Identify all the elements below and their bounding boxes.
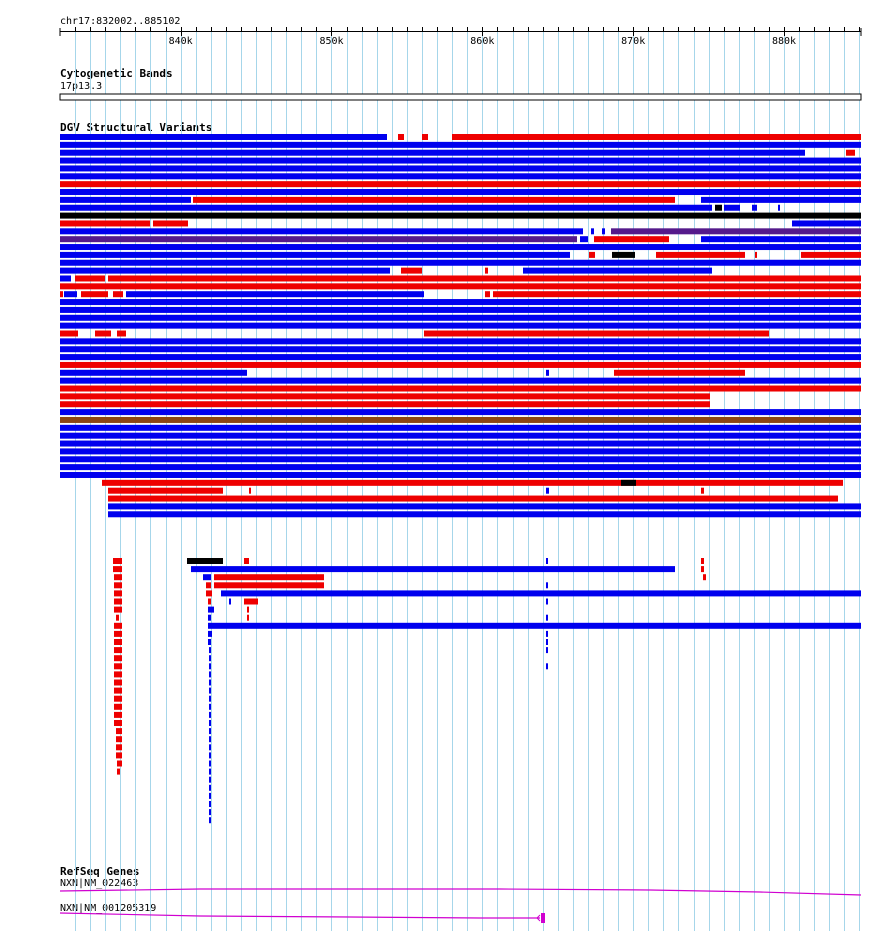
sv-feature[interactable]: [401, 268, 422, 274]
sv-feature[interactable]: [209, 769, 211, 775]
sv-feature[interactable]: [60, 386, 861, 392]
sv-feature[interactable]: [229, 599, 231, 605]
cytoband-bar: [60, 94, 861, 100]
sv-feature[interactable]: [546, 647, 548, 653]
sv-feature[interactable]: [116, 752, 122, 758]
sv-feature[interactable]: [546, 615, 548, 621]
sv-feature[interactable]: [452, 134, 861, 140]
sv-feature[interactable]: [656, 252, 745, 258]
sv-feature[interactable]: [60, 323, 861, 329]
sv-feature[interactable]: [113, 291, 123, 297]
sv-feature[interactable]: [580, 236, 588, 242]
sv-feature[interactable]: [60, 205, 712, 211]
sv-feature[interactable]: [209, 720, 211, 726]
sv-feature[interactable]: [398, 134, 404, 140]
sv-feature[interactable]: [209, 761, 211, 767]
sv-feature[interactable]: [846, 150, 855, 156]
dgv-track-title[interactable]: DGV Structural Variants: [60, 121, 213, 134]
sv-feature[interactable]: [60, 228, 583, 234]
sv-feature[interactable]: [209, 728, 211, 734]
sv-feature[interactable]: [209, 744, 211, 750]
sv-feature[interactable]: [60, 173, 861, 179]
sv-feature[interactable]: [114, 590, 122, 596]
sv-feature[interactable]: [60, 275, 71, 281]
sv-feature[interactable]: [60, 362, 861, 368]
sv-feature[interactable]: [612, 252, 635, 258]
sv-feature[interactable]: [214, 582, 324, 588]
sv-feature[interactable]: [792, 220, 861, 226]
sv-feature[interactable]: [117, 761, 122, 767]
sv-feature[interactable]: [209, 688, 211, 694]
sv-feature[interactable]: [60, 441, 861, 447]
sv-feature[interactable]: [126, 291, 424, 297]
sv-feature[interactable]: [60, 417, 861, 423]
sv-feature[interactable]: [60, 260, 861, 266]
sv-feature[interactable]: [60, 393, 710, 399]
sv-feature[interactable]: [60, 433, 861, 439]
sv-feature[interactable]: [208, 623, 861, 629]
sv-feature[interactable]: [108, 496, 838, 502]
sv-feature[interactable]: [60, 456, 861, 462]
sv-feature[interactable]: [614, 370, 745, 376]
sv-feature[interactable]: [114, 671, 122, 677]
sv-feature[interactable]: [60, 425, 861, 431]
sv-feature[interactable]: [60, 464, 861, 470]
sv-feature[interactable]: [60, 307, 861, 313]
sv-feature[interactable]: [113, 558, 122, 564]
sv-feature[interactable]: [724, 205, 740, 211]
refseq-track-title[interactable]: RefSeq Genes: [60, 865, 140, 878]
sv-feature[interactable]: [60, 252, 570, 258]
sv-feature[interactable]: [187, 558, 223, 564]
sv-feature[interactable]: [591, 228, 594, 234]
sv-feature[interactable]: [422, 134, 428, 140]
sv-feature[interactable]: [209, 712, 211, 718]
sv-feature[interactable]: [114, 655, 122, 661]
sv-feature[interactable]: [701, 236, 861, 242]
sv-feature[interactable]: [209, 647, 211, 653]
sv-feature[interactable]: [60, 338, 861, 344]
sv-feature[interactable]: [64, 291, 77, 297]
sv-feature[interactable]: [247, 607, 249, 613]
sv-feature[interactable]: [209, 655, 211, 661]
sv-feature[interactable]: [108, 488, 223, 494]
sv-feature[interactable]: [60, 291, 63, 297]
sv-feature[interactable]: [113, 566, 122, 572]
sv-feature[interactable]: [209, 817, 211, 823]
sv-feature[interactable]: [209, 704, 211, 710]
sv-feature[interactable]: [546, 488, 549, 494]
sv-feature[interactable]: [701, 558, 704, 564]
sv-feature[interactable]: [209, 736, 211, 742]
sv-feature[interactable]: [75, 275, 105, 281]
sv-feature[interactable]: [60, 165, 861, 171]
sv-feature[interactable]: [114, 696, 122, 702]
sv-feature[interactable]: [244, 599, 258, 605]
sv-feature[interactable]: [60, 409, 861, 415]
sv-feature[interactable]: [701, 488, 704, 494]
sv-feature[interactable]: [247, 615, 249, 621]
sv-feature[interactable]: [60, 142, 861, 148]
sv-feature[interactable]: [116, 744, 122, 750]
sv-feature[interactable]: [208, 631, 212, 637]
sv-feature[interactable]: [752, 205, 757, 211]
sv-feature[interactable]: [60, 236, 577, 242]
sv-feature[interactable]: [206, 582, 211, 588]
ruler-tick-label: 880k: [771, 36, 797, 47]
sv-feature[interactable]: [60, 378, 861, 384]
ruler-tick-label: 860k: [470, 36, 495, 47]
sv-feature[interactable]: [60, 315, 861, 321]
sv-feature[interactable]: [208, 599, 211, 605]
sv-feature[interactable]: [60, 158, 861, 164]
sv-feature[interactable]: [208, 639, 211, 645]
sv-feature[interactable]: [60, 299, 861, 305]
sv-feature[interactable]: [485, 291, 490, 297]
sv-feature[interactable]: [114, 712, 122, 718]
gene-label-1[interactable]: NXN|NM_022463: [60, 878, 139, 889]
sv-feature[interactable]: [203, 574, 211, 580]
sv-feature[interactable]: [114, 574, 122, 580]
sv-feature[interactable]: [60, 354, 861, 360]
sv-feature[interactable]: [703, 574, 706, 580]
locus-label: chr17:832002..885102: [60, 16, 181, 27]
sv-feature[interactable]: [546, 599, 548, 605]
sv-feature[interactable]: [546, 582, 548, 588]
sv-feature[interactable]: [193, 197, 675, 203]
sv-feature[interactable]: [208, 607, 214, 613]
sv-feature[interactable]: [60, 472, 861, 478]
sv-feature[interactable]: [116, 736, 122, 742]
sv-feature[interactable]: [244, 558, 249, 564]
sv-feature[interactable]: [60, 197, 191, 203]
sv-feature[interactable]: [114, 704, 122, 710]
sv-feature[interactable]: [114, 607, 122, 613]
sv-feature[interactable]: [546, 663, 548, 669]
sv-feature[interactable]: [546, 639, 548, 645]
sv-feature[interactable]: [611, 228, 861, 234]
sv-feature[interactable]: [60, 181, 861, 187]
sv-feature[interactable]: [214, 574, 324, 580]
sv-feature[interactable]: [114, 647, 122, 653]
sv-feature[interactable]: [60, 134, 387, 140]
ruler-tick-label: 850k: [319, 36, 344, 47]
sv-feature[interactable]: [60, 448, 861, 454]
sv-feature[interactable]: [60, 370, 247, 376]
sv-feature[interactable]: [114, 663, 122, 669]
sv-feature[interactable]: [114, 631, 122, 637]
ruler-tick-label: 870k: [621, 36, 646, 47]
sv-feature[interactable]: [114, 623, 122, 629]
sv-feature[interactable]: [701, 197, 861, 203]
sv-feature[interactable]: [114, 680, 122, 686]
sv-feature[interactable]: [60, 331, 78, 337]
sv-feature[interactable]: [60, 189, 861, 195]
sv-feature[interactable]: [485, 268, 488, 274]
sv-feature[interactable]: [589, 252, 595, 258]
ruler-tick-label: 840k: [168, 36, 193, 47]
sv-feature[interactable]: [209, 809, 211, 815]
sv-feature[interactable]: [60, 220, 150, 226]
sv-feature[interactable]: [209, 671, 211, 677]
sv-feature[interactable]: [114, 688, 122, 694]
sv-feature[interactable]: [153, 220, 188, 226]
sv-feature[interactable]: [209, 663, 211, 669]
sv-feature[interactable]: [114, 639, 122, 645]
sv-feature[interactable]: [114, 599, 122, 605]
sv-feature[interactable]: [546, 370, 549, 376]
sv-feature[interactable]: [117, 331, 126, 337]
sv-feature[interactable]: [117, 769, 120, 775]
sv-feature[interactable]: [95, 331, 111, 337]
gene-exon: [541, 913, 545, 923]
sv-feature[interactable]: [114, 720, 122, 726]
sv-feature[interactable]: [546, 558, 548, 564]
sv-feature[interactable]: [209, 785, 211, 791]
sv-feature[interactable]: [209, 680, 211, 686]
sv-feature[interactable]: [108, 511, 861, 517]
sv-feature[interactable]: [116, 615, 119, 621]
sv-feature[interactable]: [209, 793, 211, 799]
sv-feature[interactable]: [546, 631, 548, 637]
sv-feature[interactable]: [209, 752, 211, 758]
sv-feature[interactable]: [209, 801, 211, 807]
sv-feature[interactable]: [206, 590, 212, 596]
sv-feature[interactable]: [209, 696, 211, 702]
sv-feature[interactable]: [701, 566, 704, 572]
sv-feature[interactable]: [715, 205, 722, 211]
sv-feature[interactable]: [621, 480, 636, 486]
sv-feature[interactable]: [249, 488, 251, 494]
sv-feature[interactable]: [60, 213, 861, 219]
sv-feature[interactable]: [778, 205, 780, 211]
gene-label-2[interactable]: NXN|NM_001205319: [60, 903, 157, 914]
sv-feature[interactable]: [60, 346, 861, 352]
sv-feature[interactable]: [801, 252, 861, 258]
sv-feature[interactable]: [221, 590, 861, 596]
sv-feature[interactable]: [60, 268, 390, 274]
sv-feature[interactable]: [60, 401, 710, 407]
gene-model-1: [60, 889, 861, 895]
sv-feature[interactable]: [102, 480, 843, 486]
sv-feature[interactable]: [81, 291, 108, 297]
sv-feature[interactable]: [424, 331, 769, 337]
sv-feature[interactable]: [493, 291, 861, 297]
sv-feature[interactable]: [755, 252, 757, 258]
sv-feature[interactable]: [60, 150, 805, 156]
sv-feature[interactable]: [523, 268, 712, 274]
sv-feature[interactable]: [60, 283, 861, 289]
sv-feature[interactable]: [191, 566, 675, 572]
sv-feature[interactable]: [114, 582, 122, 588]
sv-feature[interactable]: [602, 228, 605, 234]
sv-feature[interactable]: [209, 777, 211, 783]
sv-feature[interactable]: [594, 236, 669, 242]
sv-feature[interactable]: [108, 275, 861, 281]
sv-feature[interactable]: [108, 503, 861, 509]
cytoband-track-title[interactable]: Cytogenetic Bands: [60, 67, 173, 80]
sv-feature[interactable]: [116, 728, 122, 734]
sv-feature[interactable]: [208, 615, 211, 621]
cytoband-name: 17p13.3: [60, 81, 103, 92]
sv-feature[interactable]: [60, 244, 861, 250]
